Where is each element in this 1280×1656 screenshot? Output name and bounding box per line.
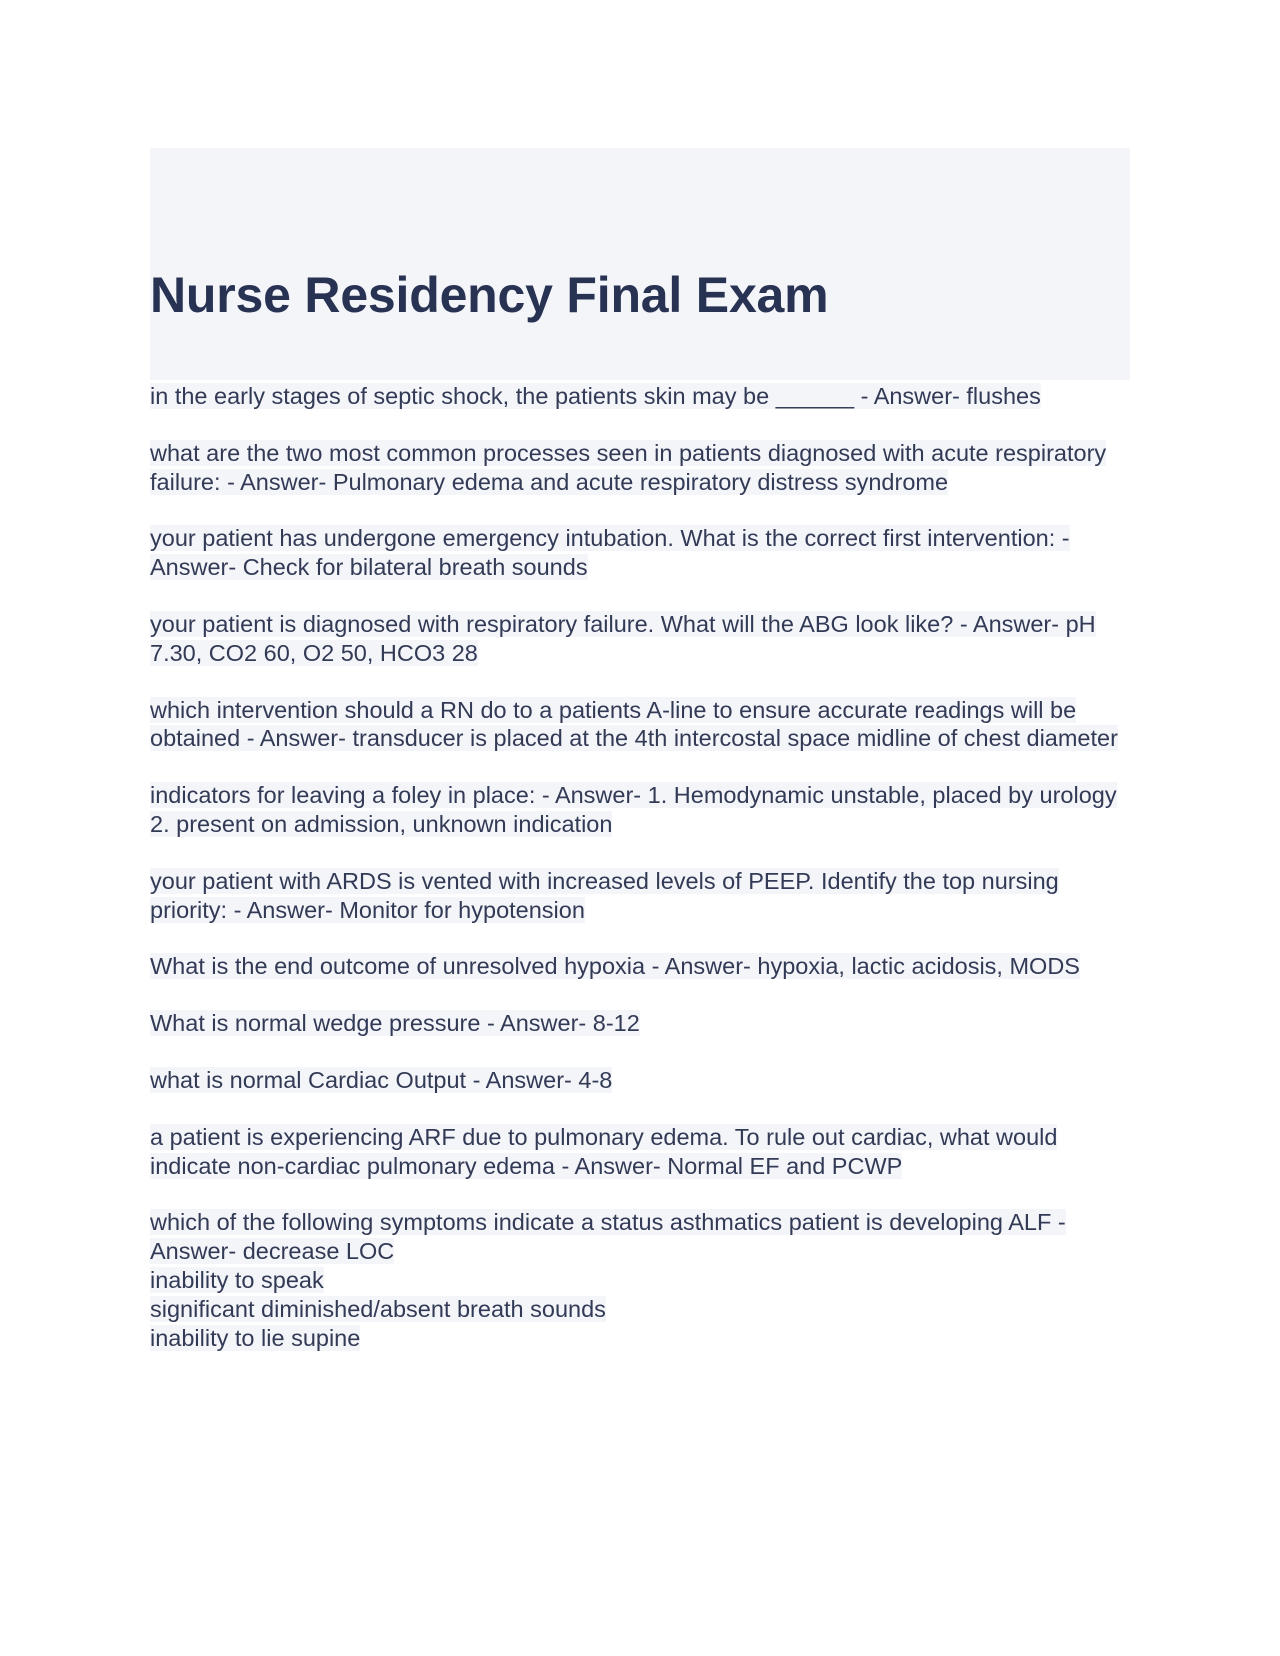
qa-text: which intervention should a RN do to a patients A-line to ensure accurate readings will be obtained - Answer- transducer is placed at the 4th intercostal space midline of chest diameter bbox=[150, 696, 1118, 752]
qa-item bbox=[150, 524, 1130, 582]
qa-item bbox=[150, 1208, 1130, 1352]
qa-text: your patient with ARDS is vented with increased levels of PEEP. Identify the top nursing priority: - Answer- Monitor for hypotension bbox=[150, 867, 1059, 923]
qa-list bbox=[150, 382, 1130, 1352]
qa-item bbox=[150, 1009, 1130, 1038]
qa-text: significant diminished/absent breath sounds bbox=[150, 1295, 606, 1322]
qa-text: indicators for leaving a foley in place: - Answer- 1. Hemodynamic unstable, placed by urology bbox=[150, 782, 1117, 809]
qa-item bbox=[150, 439, 1130, 497]
qa-text: your patient has undergone emergency intubation. What is the correct first intervention: - Answer- Check for bilateral breath sounds bbox=[150, 525, 1070, 581]
document-page bbox=[150, 148, 1130, 1380]
qa-text: 2. present on admission, unknown indication bbox=[150, 810, 613, 837]
qa-text: What is the end outcome of unresolved hypoxia - Answer- hypoxia, lactic acidosis, MODS bbox=[150, 953, 1080, 980]
qa-text: a patient is experiencing ARF due to pulmonary edema. To rule out cardiac, what would indicate non-cardiac pulmonary edema - Answer- Normal EF and PCWP bbox=[150, 1123, 1058, 1179]
qa-item bbox=[150, 1066, 1130, 1095]
qa-text: which of the following symptoms indicate a status asthmatics patient is developing ALF - Answer- decrease LOC bbox=[150, 1209, 1066, 1265]
qa-item bbox=[150, 610, 1130, 668]
qa-item bbox=[150, 1123, 1130, 1181]
qa-text: your patient is diagnosed with respiratory failure. What will the ABG look like? - Answer- pH 7.30, CO2 60, O2 50, HCO3 28 bbox=[150, 610, 1096, 666]
qa-text: inability to lie supine bbox=[150, 1324, 361, 1351]
qa-item bbox=[150, 867, 1130, 925]
page-title: Nurse Residency Final Exam bbox=[150, 267, 829, 323]
qa-text: What is normal wedge pressure - Answer- 8-12 bbox=[150, 1010, 640, 1037]
qa-item bbox=[150, 781, 1130, 839]
title-band bbox=[150, 148, 1130, 380]
qa-text: what is normal Cardiac Output - Answer- 4-8 bbox=[150, 1066, 613, 1093]
qa-text: what are the two most common processes seen in patients diagnosed with acute respiratory failure: - Answer- Pulmonary edema and acute respiratory distress syndrome bbox=[150, 439, 1107, 495]
qa-text: in the early stages of septic shock, the patients skin may be ______ - Answer- flushes bbox=[150, 383, 1041, 409]
qa-item bbox=[150, 696, 1130, 754]
qa-item bbox=[150, 382, 1130, 411]
qa-text: inability to speak bbox=[150, 1266, 324, 1293]
qa-item bbox=[150, 952, 1130, 981]
